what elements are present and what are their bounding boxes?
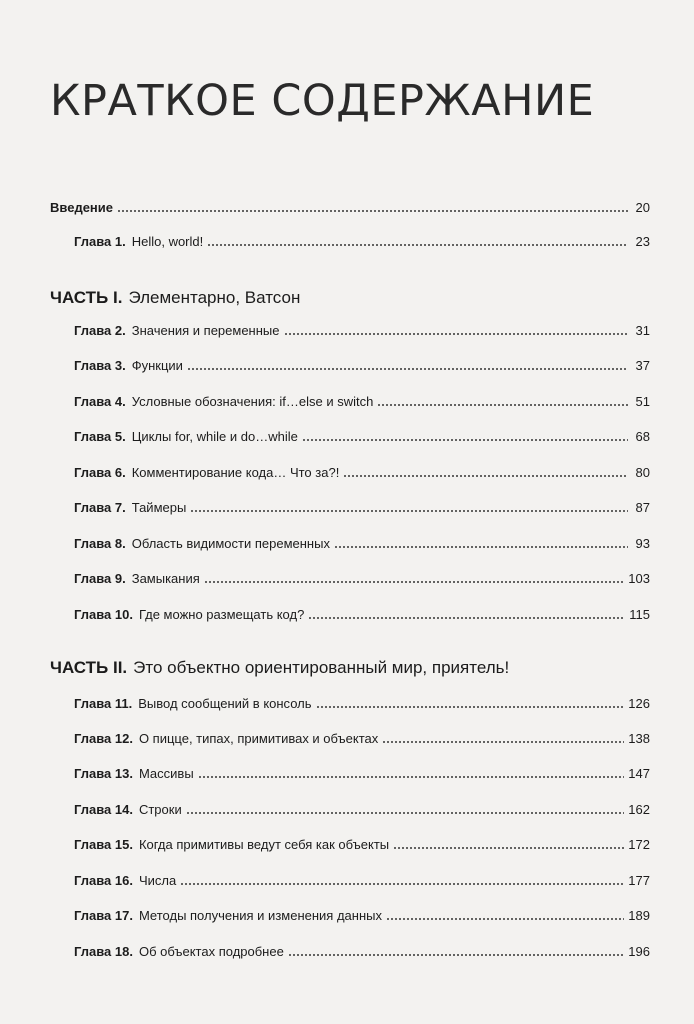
toc-entry-page: 68 <box>635 429 650 444</box>
toc-entry-page: 20 <box>635 200 650 215</box>
toc-entry-title: Циклы for, while и do…while <box>131 429 298 444</box>
toc-entry-title: Область видимости переменных <box>131 536 330 551</box>
toc-entry-label: Глава 12. <box>74 731 133 746</box>
toc-entry-title: Об объектах подробнее <box>138 944 284 959</box>
dot-leader <box>198 776 625 778</box>
toc-entry-chapter-3 <box>74 358 650 374</box>
dot-leader <box>288 954 624 956</box>
toc-entry-chapter-4 <box>74 394 650 410</box>
toc-entry-chapter-7 <box>74 500 650 516</box>
toc-entry-title: О пицце, типах, примитивах и объектах <box>138 731 379 746</box>
toc-entry-label: Глава 2. <box>74 323 126 338</box>
page-title: КРАТКОЕ СОДЕРЖАНИЕ <box>50 76 595 126</box>
toc-entry-title: Замыкания <box>131 571 200 586</box>
dot-leader <box>284 333 629 335</box>
toc-entry-page: 31 <box>635 323 650 338</box>
toc-entry-chapter-16 <box>74 873 650 889</box>
toc-entry-intro <box>50 200 650 216</box>
toc-entry-page: 177 <box>628 873 650 888</box>
toc-entry-title: Hello, world! <box>131 234 204 249</box>
toc-entry-chapter-5 <box>74 429 650 445</box>
dot-leader <box>343 475 628 477</box>
toc-entry-title: Таймеры <box>131 500 187 515</box>
toc-entry-page: 37 <box>635 358 650 373</box>
dot-leader <box>187 368 628 370</box>
toc-entry-label: Глава 4. <box>74 394 126 409</box>
toc-entry-chapter-9 <box>74 571 650 587</box>
dot-leader <box>302 439 628 441</box>
part-title: Элементарно, Ватсон <box>128 288 301 307</box>
toc-entry-page: 172 <box>628 837 650 852</box>
toc-entry-chapter-15 <box>74 837 650 853</box>
toc-entry-title: Функции <box>131 358 183 373</box>
toc-entry-page: 126 <box>628 696 650 711</box>
toc-entry-page: 115 <box>629 607 650 622</box>
toc-entry-chapter-8 <box>74 536 650 552</box>
toc-entry-title: Массивы <box>138 766 194 781</box>
toc-entry-label: Глава 17. <box>74 908 133 923</box>
toc-entry-page: 138 <box>628 731 650 746</box>
toc-entry-page: 93 <box>635 536 650 551</box>
dot-leader <box>382 741 624 743</box>
toc-entry-label: Глава 5. <box>74 429 126 444</box>
dot-leader <box>386 918 624 920</box>
dot-leader <box>377 404 628 406</box>
toc-entry-page: 103 <box>628 571 650 586</box>
toc-entry-title: Вывод сообщений в консоль <box>138 696 312 711</box>
dot-leader <box>316 706 625 708</box>
toc-entry-title: Условные обозначения: if…else и switch <box>131 394 374 409</box>
toc-entry-chapter-14 <box>74 802 650 818</box>
toc-entry-page: 80 <box>635 465 650 480</box>
toc-entry-label: Глава 18. <box>74 944 133 959</box>
toc-entry-chapter-6 <box>74 465 650 481</box>
toc-entry-label: Глава 16. <box>74 873 133 888</box>
dot-leader <box>207 244 628 246</box>
toc-entry-label: Глава 6. <box>74 465 126 480</box>
dot-leader <box>190 510 628 512</box>
toc-entry-page: 162 <box>628 802 650 817</box>
toc-entry-title: Числа <box>138 873 177 888</box>
part-heading-1 <box>50 288 300 308</box>
dot-leader <box>334 546 628 548</box>
toc-entry-label: Глава 3. <box>74 358 126 373</box>
part-title: Это объектно ориентированный мир, приятель! <box>133 658 510 677</box>
toc-entry-label: Глава 7. <box>74 500 126 515</box>
dot-leader <box>308 617 625 619</box>
toc-entry-title: Значения и переменные <box>131 323 280 338</box>
toc-entry-chapter-1 <box>74 234 650 250</box>
toc-entry-page: 51 <box>635 394 650 409</box>
toc-entry-label: Глава 10. <box>74 607 133 622</box>
toc-entry-title: Введение <box>50 200 113 215</box>
toc-entry-title: Где можно размещать код? <box>138 607 305 622</box>
dot-leader <box>393 847 624 849</box>
toc-entry-label: Глава 15. <box>74 837 133 852</box>
toc-entry-page: 196 <box>628 944 650 959</box>
toc-entry-chapter-18 <box>74 944 650 960</box>
dot-leader <box>186 812 625 814</box>
part-heading-2 <box>50 658 509 678</box>
toc-entry-chapter-10 <box>74 607 650 623</box>
toc-entry-label: Глава 8. <box>74 536 126 551</box>
toc-entry-label: Глава 9. <box>74 571 126 586</box>
toc-entry-label: Глава 13. <box>74 766 133 781</box>
toc-entry-chapter-2 <box>74 323 650 339</box>
toc-entry-page: 23 <box>635 234 650 249</box>
dot-leader <box>117 210 628 212</box>
toc-entry-title: Комментирование кода… Что за?! <box>131 465 340 480</box>
toc-entry-chapter-12 <box>74 731 650 747</box>
dot-leader <box>204 581 625 583</box>
toc-entry-page: 189 <box>628 908 650 923</box>
toc-entry-label: Глава 1. <box>74 234 126 249</box>
toc-entry-chapter-13 <box>74 766 650 782</box>
toc-entry-page: 147 <box>628 766 650 781</box>
part-label: ЧАСТЬ II. <box>50 658 128 677</box>
toc-entry-chapter-11 <box>74 696 650 712</box>
toc-entry-title: Строки <box>138 802 182 817</box>
toc-entry-label: Глава 11. <box>74 696 133 711</box>
toc-entry-title: Методы получения и изменения данных <box>138 908 382 923</box>
toc-entry-chapter-17 <box>74 908 650 924</box>
toc-entry-title: Когда примитивы ведут себя как объекты <box>138 837 390 852</box>
toc-entry-label: Глава 14. <box>74 802 133 817</box>
part-label: ЧАСТЬ I. <box>50 288 123 307</box>
dot-leader <box>180 883 624 885</box>
toc-entry-page: 87 <box>635 500 650 515</box>
